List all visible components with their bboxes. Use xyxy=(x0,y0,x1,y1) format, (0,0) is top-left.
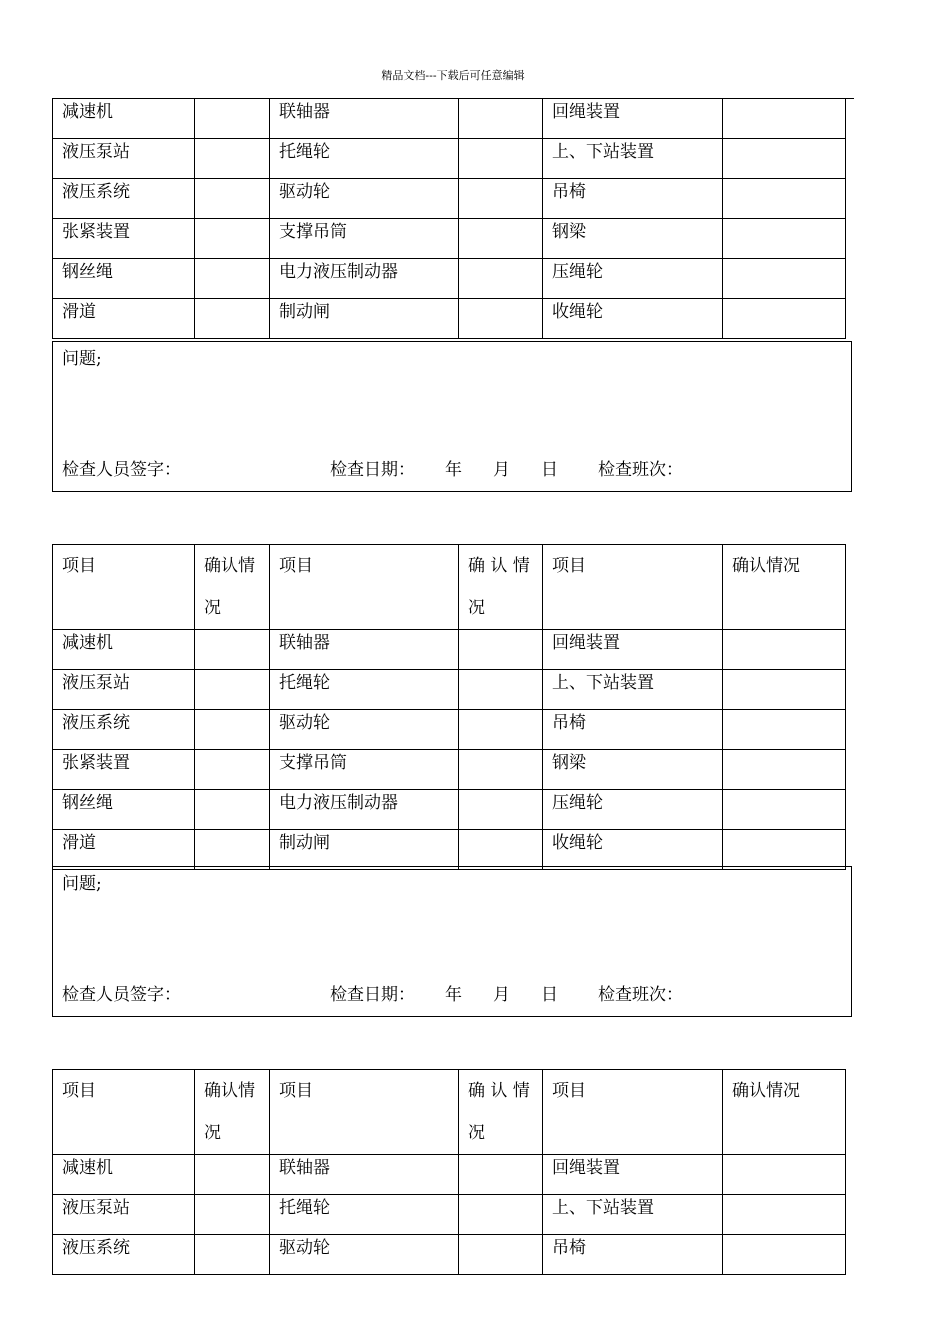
confirm-cell[interactable] xyxy=(459,179,543,219)
item-cell: 联轴器 xyxy=(270,1155,459,1195)
confirm-cell[interactable] xyxy=(723,750,846,790)
table-row xyxy=(53,1155,846,1195)
confirm-cell[interactable] xyxy=(723,1195,846,1235)
confirm-cell[interactable] xyxy=(195,259,270,299)
table-body xyxy=(53,1155,846,1275)
item-cell: 液压泵站 xyxy=(53,1195,195,1235)
header-row xyxy=(53,1070,846,1155)
confirm-cell[interactable] xyxy=(195,1155,270,1195)
inspector-signature-label: 检查人员签字： xyxy=(62,985,181,1005)
month-label: 月 xyxy=(493,460,510,480)
confirm-cell[interactable] xyxy=(723,1155,846,1195)
confirm-cell[interactable] xyxy=(459,750,543,790)
table-row xyxy=(53,710,846,750)
confirm-cell[interactable] xyxy=(459,1195,543,1235)
header-confirm-line1: 确认情 xyxy=(204,1081,255,1101)
table-row xyxy=(53,1195,846,1235)
table-row xyxy=(53,750,846,790)
table-row xyxy=(53,259,846,299)
item-cell: 滑道 xyxy=(53,830,195,870)
item-cell: 钢梁 xyxy=(543,750,723,790)
inspection-shift-label: 检查班次： xyxy=(598,460,683,480)
header-item: 项目 xyxy=(53,1070,195,1155)
confirm-cell[interactable] xyxy=(459,1235,543,1275)
item-cell: 液压泵站 xyxy=(53,139,195,179)
item-cell: 电力液压制动器 xyxy=(270,790,459,830)
header-confirm-line2: 况 xyxy=(468,598,485,618)
header-confirm-line1: 确认情 xyxy=(204,556,255,576)
confirm-cell[interactable] xyxy=(723,99,846,139)
item-cell: 收绳轮 xyxy=(543,299,723,339)
confirm-cell[interactable] xyxy=(459,790,543,830)
confirm-cell[interactable] xyxy=(195,790,270,830)
item-cell: 减速机 xyxy=(53,1155,195,1195)
confirm-cell[interactable] xyxy=(459,630,543,670)
item-cell: 压绳轮 xyxy=(543,790,723,830)
confirm-cell[interactable] xyxy=(459,1155,543,1195)
item-cell: 制动闸 xyxy=(270,830,459,870)
header-confirm-line1: 确 认 情 xyxy=(468,1081,530,1101)
item-cell: 收绳轮 xyxy=(543,830,723,870)
confirm-cell[interactable] xyxy=(723,1235,846,1275)
confirm-cell[interactable] xyxy=(195,179,270,219)
item-cell: 吊椅 xyxy=(543,1235,723,1275)
item-cell: 驱动轮 xyxy=(270,710,459,750)
confirm-cell[interactable] xyxy=(723,179,846,219)
confirm-cell[interactable] xyxy=(195,219,270,259)
header-confirm xyxy=(459,545,543,630)
table-row xyxy=(53,630,846,670)
table-row xyxy=(53,139,846,179)
inspection-date-label: 检查日期： xyxy=(330,985,415,1005)
header-confirm-line2: 况 xyxy=(468,1123,485,1143)
header-item: 项目 xyxy=(543,545,723,630)
confirm-cell[interactable] xyxy=(195,299,270,339)
issues-box-1 xyxy=(52,341,852,492)
header-confirm xyxy=(459,1070,543,1155)
item-cell: 托绳轮 xyxy=(270,670,459,710)
item-cell: 吊椅 xyxy=(543,179,723,219)
item-cell: 减速机 xyxy=(53,630,195,670)
item-cell: 液压泵站 xyxy=(53,670,195,710)
issues-label: 问题; xyxy=(62,349,102,369)
confirm-cell[interactable] xyxy=(195,630,270,670)
confirm-cell[interactable] xyxy=(195,99,270,139)
header-item: 项目 xyxy=(53,545,195,630)
confirm-cell[interactable] xyxy=(195,1195,270,1235)
item-cell: 托绳轮 xyxy=(270,1195,459,1235)
item-cell: 滑道 xyxy=(53,299,195,339)
table-row xyxy=(53,670,846,710)
item-cell: 联轴器 xyxy=(270,99,459,139)
inspector-signature-label: 检查人员签字： xyxy=(62,460,181,480)
item-cell: 减速机 xyxy=(53,99,195,139)
confirm-cell[interactable] xyxy=(723,139,846,179)
header-confirm-line1: 确 认 情 xyxy=(468,556,530,576)
item-cell: 电力液压制动器 xyxy=(270,259,459,299)
item-cell: 钢梁 xyxy=(543,219,723,259)
confirm-cell[interactable] xyxy=(195,750,270,790)
table-row xyxy=(53,219,846,259)
item-cell: 支撑吊筒 xyxy=(270,219,459,259)
inspection-shift-label: 检查班次： xyxy=(598,985,683,1005)
item-cell: 回绳装置 xyxy=(543,1155,723,1195)
item-cell: 上、下站装置 xyxy=(543,670,723,710)
item-cell: 液压系统 xyxy=(53,1235,195,1275)
year-label: 年 xyxy=(445,985,462,1005)
header-item: 项目 xyxy=(270,545,459,630)
day-label: 日 xyxy=(541,985,558,1005)
header-confirm: 确认情况 xyxy=(723,1070,846,1155)
confirm-cell[interactable] xyxy=(195,670,270,710)
header-confirm-line2: 况 xyxy=(204,598,221,618)
item-cell: 联轴器 xyxy=(270,630,459,670)
confirm-cell[interactable] xyxy=(723,259,846,299)
header-confirm xyxy=(195,545,270,630)
item-cell: 钢丝绳 xyxy=(53,259,195,299)
confirm-cell[interactable] xyxy=(723,630,846,670)
confirm-cell[interactable] xyxy=(459,830,543,870)
table-body xyxy=(53,630,846,870)
issues-label: 问题; xyxy=(62,874,102,894)
inspection-table-3 xyxy=(52,1069,846,1275)
confirm-cell[interactable] xyxy=(459,299,543,339)
item-cell: 制动闸 xyxy=(270,299,459,339)
item-cell: 液压系统 xyxy=(53,710,195,750)
item-cell: 张紧装置 xyxy=(53,750,195,790)
confirm-cell[interactable] xyxy=(195,1235,270,1275)
item-cell: 液压系统 xyxy=(53,179,195,219)
table-row xyxy=(53,830,846,870)
confirm-cell[interactable] xyxy=(459,259,543,299)
header-confirm-line2: 况 xyxy=(204,1123,221,1143)
issues-box-2 xyxy=(52,866,852,1017)
confirm-cell[interactable] xyxy=(723,670,846,710)
item-cell: 驱动轮 xyxy=(270,179,459,219)
confirm-cell[interactable] xyxy=(459,219,543,259)
table-row xyxy=(53,179,846,219)
confirm-cell[interactable] xyxy=(195,710,270,750)
confirm-cell[interactable] xyxy=(459,710,543,750)
confirm-cell[interactable] xyxy=(195,139,270,179)
table-row xyxy=(53,790,846,830)
header-item: 项目 xyxy=(543,1070,723,1155)
month-label: 月 xyxy=(493,985,510,1005)
item-cell: 回绳装置 xyxy=(543,99,723,139)
inspection-table-2 xyxy=(52,544,846,870)
item-cell: 吊椅 xyxy=(543,710,723,750)
year-label: 年 xyxy=(445,460,462,480)
item-cell: 回绳装置 xyxy=(543,630,723,670)
page-header: 精品文档---下载后可任意编辑 xyxy=(381,69,525,82)
item-cell: 支撑吊筒 xyxy=(270,750,459,790)
table-body xyxy=(53,99,846,339)
inspection-date-label: 检查日期： xyxy=(330,460,415,480)
header-confirm xyxy=(195,1070,270,1155)
day-label: 日 xyxy=(541,460,558,480)
confirm-cell[interactable] xyxy=(723,830,846,870)
confirm-cell[interactable] xyxy=(723,710,846,750)
item-cell: 张紧装置 xyxy=(53,219,195,259)
confirm-cell[interactable] xyxy=(723,219,846,259)
item-cell: 驱动轮 xyxy=(270,1235,459,1275)
confirm-cell[interactable] xyxy=(195,830,270,870)
item-cell: 托绳轮 xyxy=(270,139,459,179)
confirm-cell[interactable] xyxy=(723,790,846,830)
confirm-cell[interactable] xyxy=(459,99,543,139)
table-row xyxy=(53,299,846,339)
item-cell: 上、下站装置 xyxy=(543,139,723,179)
confirm-cell[interactable] xyxy=(723,299,846,339)
header-item: 项目 xyxy=(270,1070,459,1155)
header-row xyxy=(53,545,846,630)
confirm-cell[interactable] xyxy=(459,670,543,710)
item-cell: 压绳轮 xyxy=(543,259,723,299)
confirm-cell[interactable] xyxy=(459,139,543,179)
item-cell: 钢丝绳 xyxy=(53,790,195,830)
item-cell: 上、下站装置 xyxy=(543,1195,723,1235)
table-row xyxy=(53,99,846,139)
inspection-table-1 xyxy=(52,98,846,339)
header-confirm: 确认情况 xyxy=(723,545,846,630)
table-row xyxy=(53,1235,846,1275)
